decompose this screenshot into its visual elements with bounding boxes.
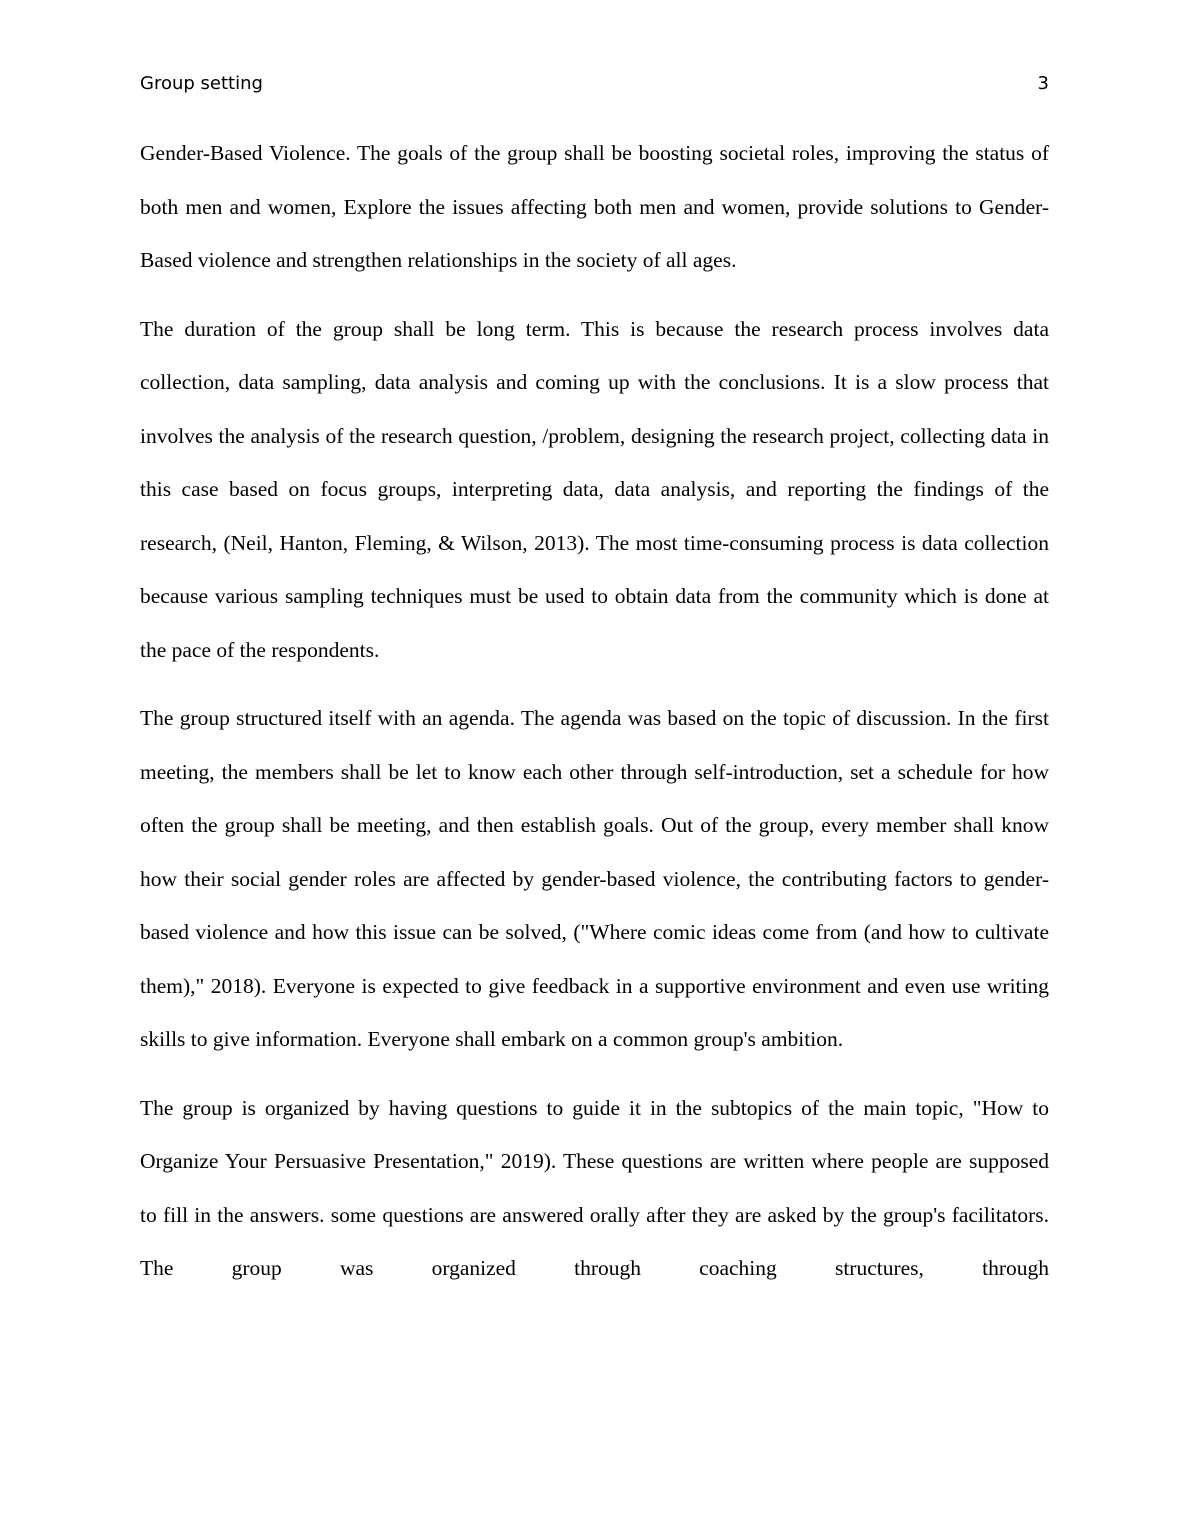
paragraph-organization: The group is organized by having questions to guide it in the subtopics of the main topic, "How to Organize Your Persuasive Presentation," 2019). These questions are written where people are supposed to fill in the answers. some questions are answered orally after they are asked by the group's facilitators. The group was organized through coaching structures, through (140, 1095, 1049, 1280)
running-head: Group setting (140, 73, 263, 94)
page-number: 3 (1037, 73, 1049, 94)
document-body (140, 127, 1049, 1311)
paragraph-duration: The duration of the group shall be long term. This is because the research process involves data collection, data sampling, data analysis and coming up with the conclusions. It is a slow process that involves the analysis of the research question, /problem, designing the research project, collecting data in this case based on focus groups, interpreting data, data analysis, and reporting the findings of the research, (Neil, Hanton, Fleming, & Wilson, 2013). The most time-consuming process is data collection because various sampling techniques must be used to obtain data from the community which is done at the pace of the respondents. (140, 316, 1049, 662)
page-header (140, 70, 1049, 98)
paragraph-goals: Gender-Based Violence. The goals of the group shall be boosting societal roles, improving the status of both men and women, Explore the issues affecting both men and women, provide solutions to Gender-Based violence and strengthen relationships in the society of all ages. (140, 141, 1049, 272)
paragraph-agenda: The group structured itself with an agenda. The agenda was based on the topic of discussion. In the first meeting, the members shall be let to know each other through self-introduction, set a schedule for how often the group shall be meeting, and then establish goals. Out of the group, every member shall know how their social gender roles are affected by gender-based violence, the contributing factors to gender-based violence and how this issue can be solved, ("Where comic ideas come from (and how to cultivate them)," 2018). Everyone is expected to give feedback in a supportive environment and even use writing skills to give information. Everyone shall embark on a common group's ambition. (140, 706, 1049, 1051)
